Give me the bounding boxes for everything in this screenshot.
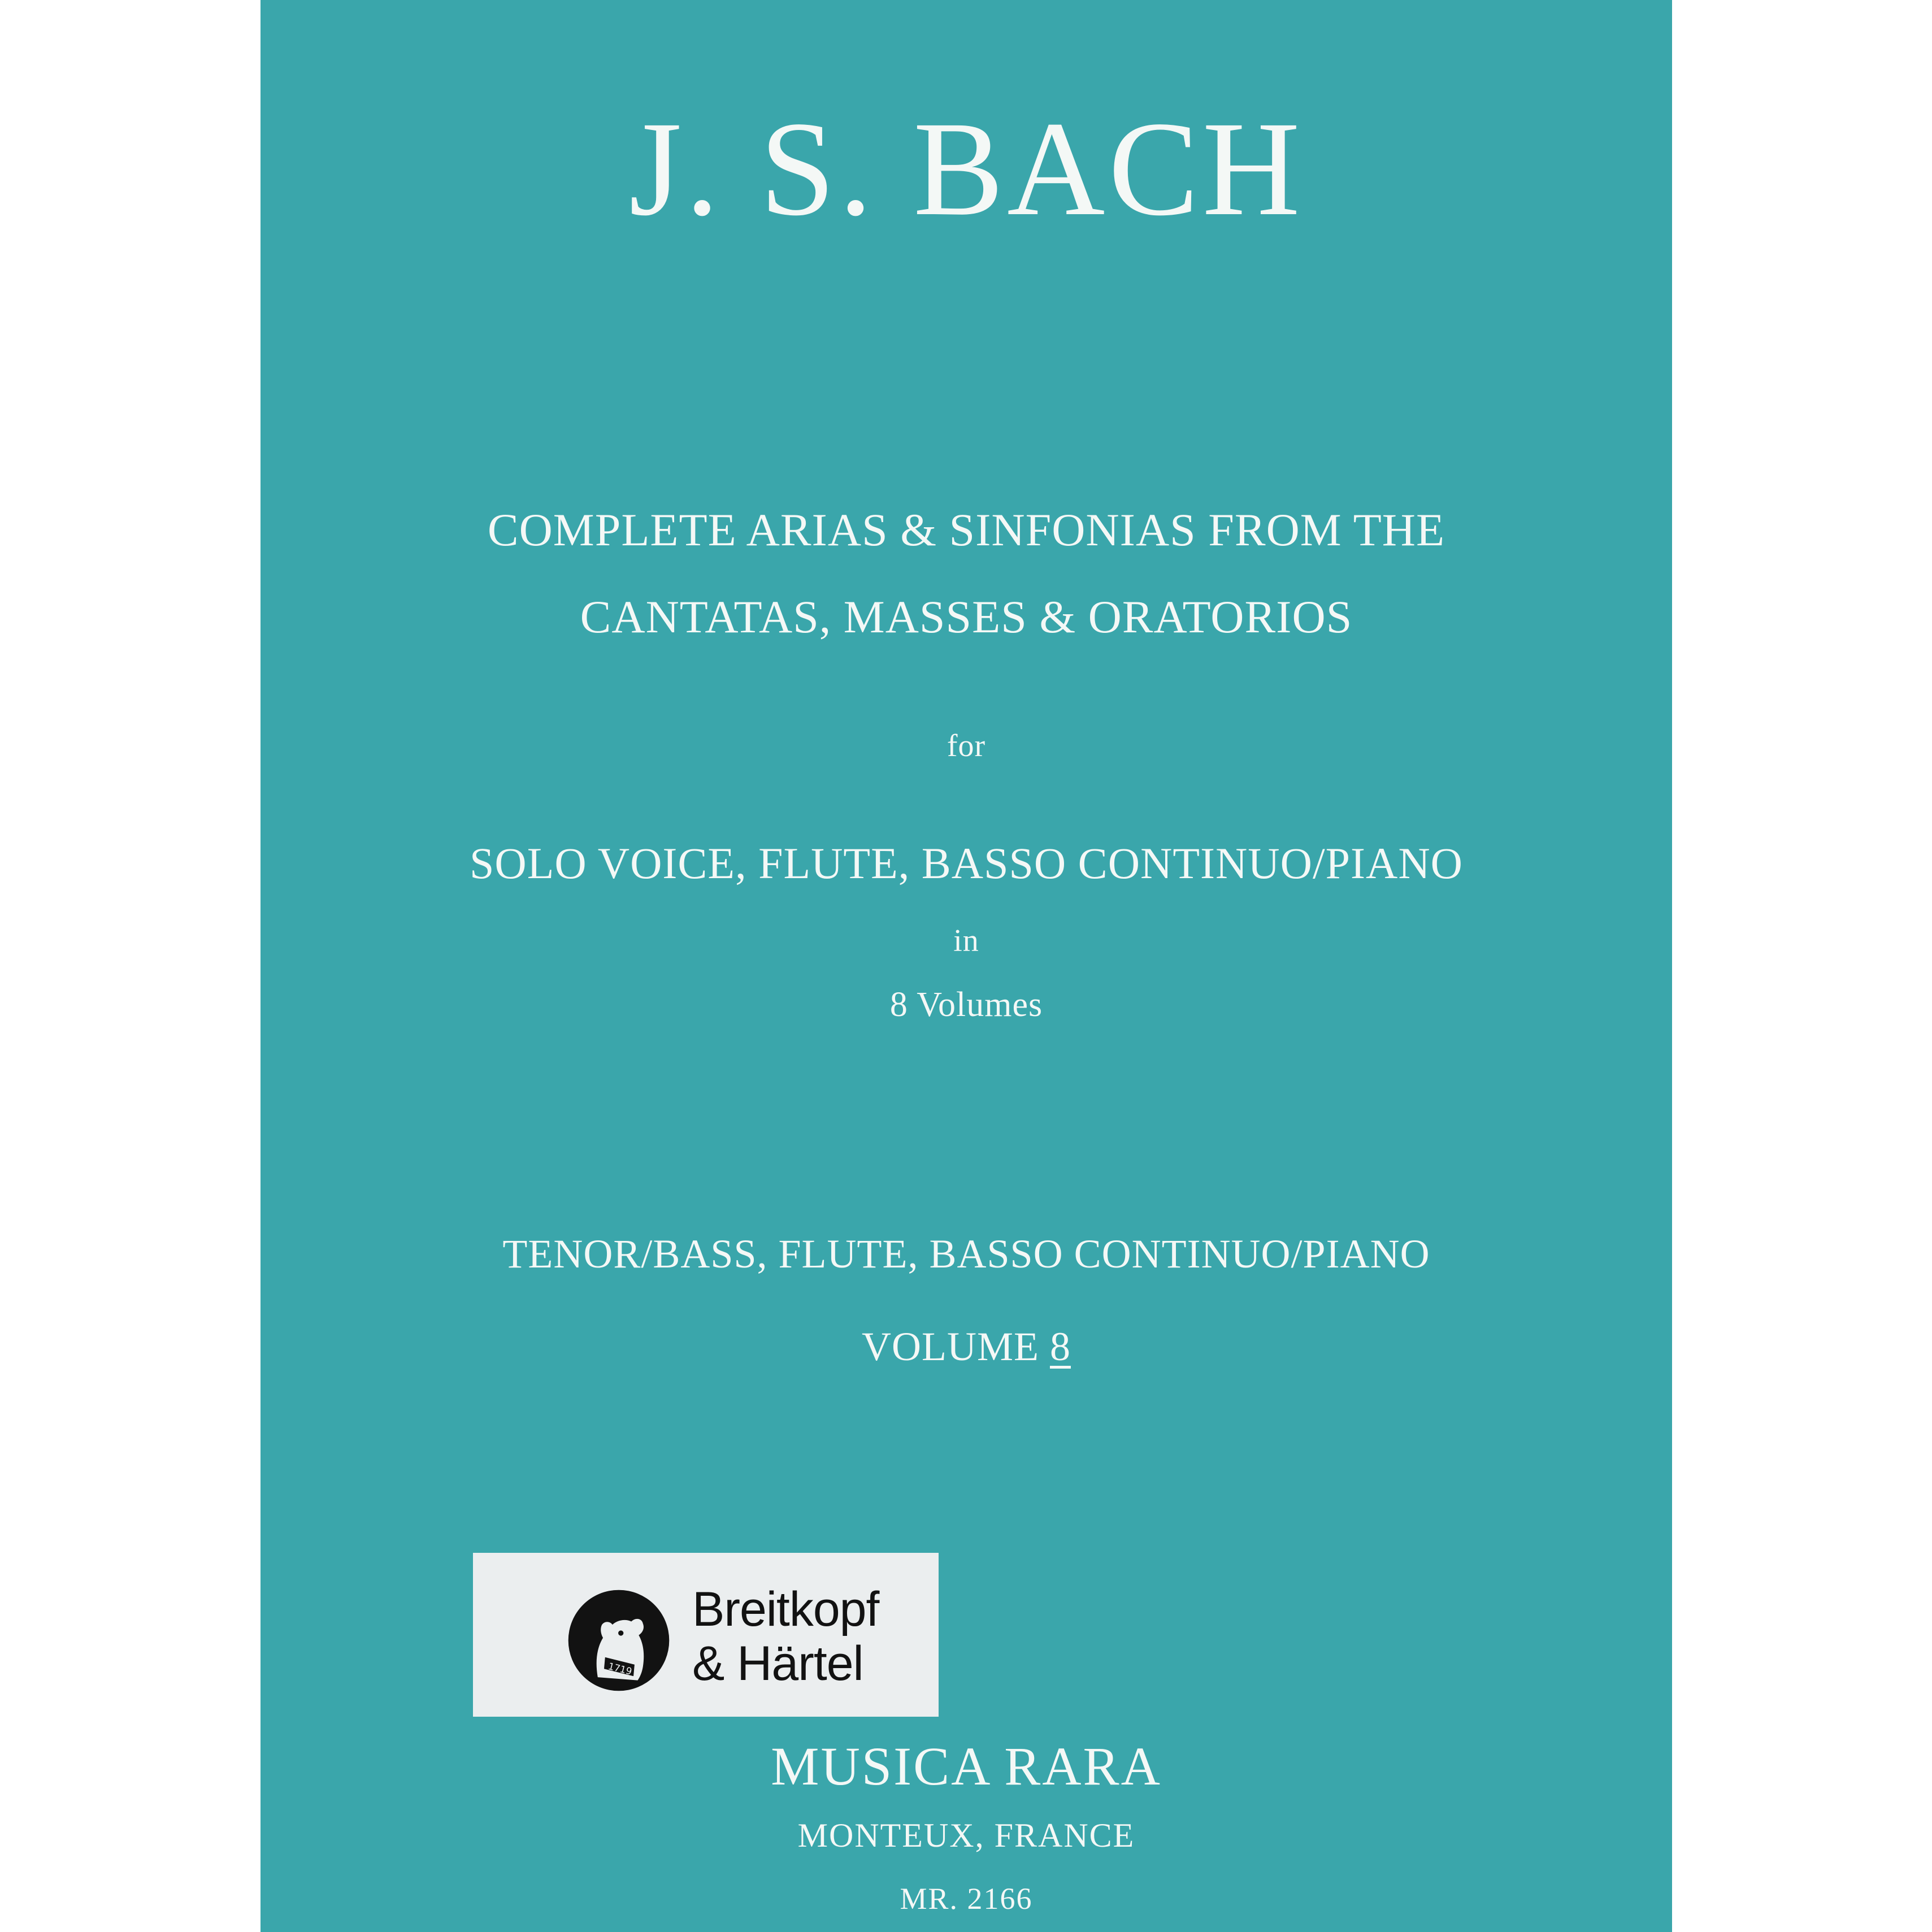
in-label: in [953, 923, 979, 958]
logo-year: 1719 [607, 1660, 633, 1677]
volume-number: 8 [1049, 1324, 1071, 1369]
composer-name: J. S. BACH [629, 93, 1304, 244]
for-label: for [947, 728, 986, 763]
breitkopf-bear-seal-icon [566, 1588, 671, 1693]
imprint-location: MONTEUX, FRANCE [797, 1817, 1135, 1854]
instrumentation: SOLO VOICE, FLUTE, BASSO CONTINUO/PIANO [470, 839, 1463, 888]
voicing: TENOR/BASS, FLUTE, BASSO CONTINUO/PIANO [502, 1231, 1430, 1277]
volume-label: VOLUME [862, 1324, 1039, 1369]
volumes-count: 8 Volumes [889, 985, 1043, 1024]
publisher-name-line-2: & Härtel [692, 1636, 863, 1691]
title-line-1: COMPLETE ARIAS & SINFONIAS FROM THE [487, 504, 1445, 555]
title-line-2: CANTATAS, MASSES & ORATORIOS [580, 591, 1353, 642]
publisher-name-line-1: Breitkopf [692, 1582, 879, 1636]
score-cover [261, 0, 1672, 1932]
volume-heading [261, 1321, 1672, 1372]
publisher-name [692, 1582, 879, 1691]
imprint-name: MUSICA RARA [771, 1736, 1162, 1796]
catalog-number: MR. 2166 [900, 1882, 1033, 1916]
